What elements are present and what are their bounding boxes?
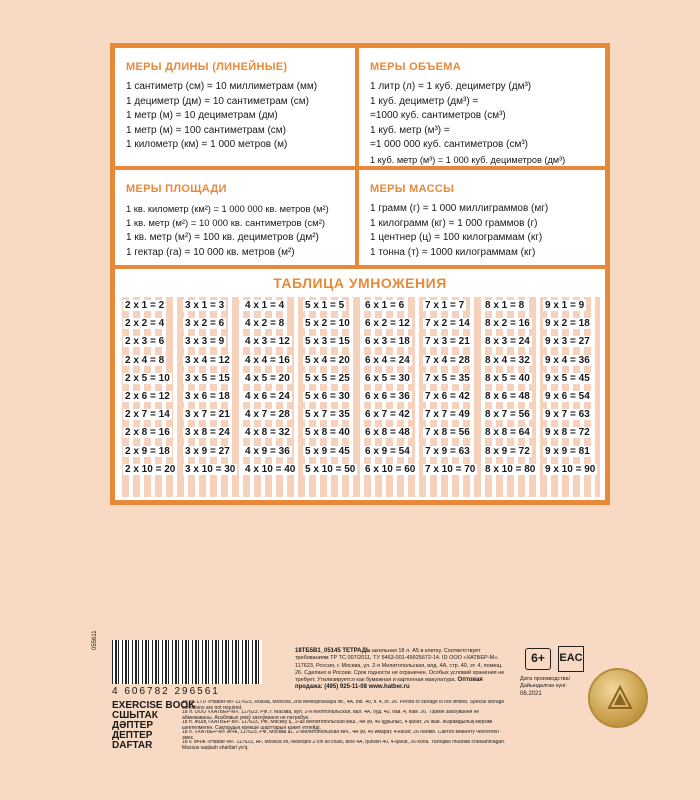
multiplication-cell [540, 461, 600, 479]
language-row [112, 730, 507, 740]
multiplication-cell [120, 424, 180, 442]
multiplication-cell [180, 297, 240, 315]
table-row [120, 315, 600, 333]
multiplication-cell-text: 2 x 10 = 20 [125, 463, 176, 475]
multiplication-cell [420, 388, 480, 406]
multiplication-cell [120, 333, 180, 351]
multiplication-cell [540, 424, 600, 442]
length-line: 1 дециметр (дм) = 10 сантиметрам (см) [126, 95, 309, 107]
table-row [120, 406, 600, 424]
multiplication-cell [240, 406, 300, 424]
multiplication-cell-text: 3 x 1 = 3 [185, 300, 225, 311]
multiplication-cell [480, 443, 540, 461]
multiplication-cell [180, 443, 240, 461]
multiplication-cell [120, 406, 180, 424]
multiplication-cell-text: 6 x 9 = 54 [365, 445, 410, 457]
multiplication-cell-text: 3 x 5 = 15 [185, 372, 230, 384]
multiplication-cell-text: 6 x 6 = 36 [365, 390, 410, 402]
multiplication-cell [300, 388, 360, 406]
multiplication-cell-text: 4 x 7 = 28 [245, 409, 290, 421]
multiplication-cell [300, 315, 360, 333]
multiplication-cell-text: 9 x 2 = 18 [545, 318, 590, 330]
multiplication-cell [480, 315, 540, 333]
multiplication-cell-text: 6 x 4 = 24 [365, 354, 410, 366]
barcode [112, 640, 262, 700]
multiplication-cell [120, 443, 180, 461]
length-line: 1 километр (км) = 1 000 метров (м) [126, 139, 288, 151]
multiplication-cell-text: 3 x 3 = 9 [185, 336, 225, 348]
multiplication-cell [540, 388, 600, 406]
multiplication-cell [540, 297, 600, 315]
multiplication-cell-text: 5 x 9 = 45 [305, 445, 350, 457]
volume-measures-card [359, 48, 605, 166]
multiplication-cell-text: 5 x 5 = 25 [305, 372, 350, 384]
language-row [112, 720, 507, 730]
multiplication-cell-text: 9 x 1 = 9 [545, 300, 585, 311]
multiplication-cell [180, 370, 240, 388]
multiplication-cell-text: 8 x 2 = 16 [485, 318, 530, 330]
product-description: школьная 18 л. А5 в клетку. Соответствует требованиям ТР ТС 007/2011, ТУ 5463-001-49925672-14. ID ООО «ХАТБЕР-М». 117623, Россия, г. Москва, ул. 2-я Мелитопольская, влд. 4А, стр. 40, эт. 4, помещ. 26. Сделано в России. Срок годности не ограничен. Особых условий хранения не требует. Утилизируется как бумажная и картонная макулатура. [295, 648, 505, 684]
multiplication-grid [120, 297, 600, 497]
multiplication-title: ТАБЛИЦА УМНОЖЕНИЯ [273, 275, 447, 291]
table-row [120, 352, 600, 370]
language-row [112, 710, 507, 720]
multiplication-cell [540, 406, 600, 424]
multiplication-cell [180, 333, 240, 351]
production-date-label: Дата производства/ Дайындалған күні: [520, 676, 571, 689]
multiplication-cell [300, 406, 360, 424]
multiplication-cell [120, 461, 180, 479]
multiplication-cell-text: 9 x 4 = 36 [545, 354, 590, 366]
multiplication-cell [240, 388, 300, 406]
multiplication-cell-text: 4 x 8 = 32 [245, 427, 290, 439]
multiplication-cell [540, 315, 600, 333]
reference-panel [110, 43, 610, 505]
multiplication-cell [180, 315, 240, 333]
medal-emblem-icon [606, 684, 634, 712]
area-line: 1 кв. километр (км²) = 1 000 000 кв. метров (м²) [126, 204, 329, 214]
multiplication-cell-text: 8 x 3 = 24 [485, 336, 530, 348]
multiplication-cell [480, 352, 540, 370]
multiplication-cell-text: 2 x 1 = 2 [125, 300, 165, 311]
multiplication-cell [240, 370, 300, 388]
multiplication-cell [420, 461, 480, 479]
side-code: 055611 [92, 630, 98, 650]
barcode-number: 4 606782 296561 [112, 686, 220, 697]
multiplication-cell-text: 9 x 5 = 45 [545, 372, 590, 384]
multiplication-cell-text: 5 x 8 = 40 [305, 427, 350, 439]
multiplication-cell-text: 9 x 8 = 72 [545, 427, 590, 439]
multiplication-cell-text: 8 x 10 = 80 [485, 463, 536, 475]
mass-line: 1 тонна (т) = 1000 килограммам (кг) [370, 246, 536, 258]
multiplication-cell-text: 7 x 8 = 56 [425, 427, 470, 439]
length-line: 1 метр (м) = 100 сантиметрам (см) [126, 124, 287, 136]
multiplication-cell-text: 3 x 9 = 27 [185, 445, 230, 457]
multiplication-cell [540, 333, 600, 351]
multiplication-cell [420, 443, 480, 461]
multiplication-cell-text: 2 x 2 = 4 [125, 318, 165, 330]
multiplication-cell-text: 8 x 1 = 8 [485, 300, 525, 311]
sales-label: Оптовая продажа: [295, 677, 483, 691]
gold-medal-seal [588, 668, 648, 728]
language-row [112, 740, 507, 750]
product-info [295, 648, 505, 692]
multiplication-cell-text: 3 x 10 = 30 [185, 463, 236, 475]
volume-line: 1 литр (л) = 1 куб. дециметру (дм³) [370, 81, 532, 92]
multiplication-cell [540, 443, 600, 461]
multiplication-cell [420, 315, 480, 333]
multiplication-cell-text: 3 x 4 = 12 [185, 354, 230, 366]
language-name: ДӘПТЕР [112, 720, 154, 731]
multiplication-cell-text: 4 x 1 = 4 [245, 300, 285, 311]
multiplication-cell [300, 333, 360, 351]
multiplication-cell [480, 370, 540, 388]
multiplication-cell [180, 388, 240, 406]
language-text: 18 п. ЖШҚ «ХАТБЕР-М». 117623, РФ, Мәскеу қ., 2-ші Мелитопольская көш., 4А үй, 40 құрылыс, 4 қабат, 26 жай. Жарамдылық мерзімі шектелмеген. Сақтаудың ерекше шарттарын қажет етпейді. [182, 720, 493, 731]
multiplication-cell-text: 5 x 1 = 5 [305, 300, 345, 311]
multiplication-cell [300, 424, 360, 442]
multiplication-cell [240, 443, 300, 461]
multiplication-cell-text: 9 x 7 = 63 [545, 409, 590, 421]
multiplication-cell [360, 388, 420, 406]
multiplication-cell [240, 461, 300, 479]
language-name: DAFTAR [112, 740, 153, 751]
multiplication-cell [420, 297, 480, 315]
multiplication-cell [120, 352, 180, 370]
mass-line: 1 килограмм (кг) = 1 000 граммов (г) [370, 217, 538, 229]
multiplication-cell [540, 370, 600, 388]
multiplication-cell-text: 8 x 8 = 64 [485, 427, 530, 439]
multiplication-cell [240, 424, 300, 442]
multiplication-cell-text: 2 x 9 = 18 [125, 445, 170, 457]
multiplication-cell-text: 5 x 4 = 20 [305, 354, 350, 366]
table-row [120, 370, 600, 388]
multiplication-cell-text: 2 x 6 = 12 [125, 390, 170, 402]
multiplication-cell [480, 424, 540, 442]
multiplication-cell-text: 6 x 3 = 18 [365, 336, 410, 348]
length-title: МЕРЫ ДЛИНЫ (ЛИНЕЙНЫЕ) [126, 61, 288, 73]
mass-line: 1 центнер (ц) = 100 килограммам (кг) [370, 232, 543, 244]
language-text: 18 л. ООО «ХАТБЕР-М». 117623, РФ, г. Масква, вул. 2-я Мелітопальская, вал. 4А, буд. 40, пав. 4, пам. 26. Тэрмін захоўвання не абмежаваны. Асаблівых умоў захоўвання не патрабуе. [182, 710, 480, 721]
multiplication-cell-text: 5 x 7 = 35 [305, 409, 350, 421]
length-line: 1 метр (м) = 10 дециметрам (дм) [126, 110, 278, 122]
multiplication-cell-text: 6 x 5 = 30 [365, 372, 410, 384]
multiplication-cell [300, 443, 360, 461]
table-row [120, 424, 600, 442]
multiplication-cell-text: 4 x 10 = 40 [245, 463, 296, 475]
language-block [112, 700, 507, 750]
eac-mark: EAC [558, 646, 584, 672]
language-name: СШЫТАК [112, 710, 158, 721]
multiplication-cell-text: 2 x 7 = 14 [125, 409, 170, 421]
multiplication-cell-text: 7 x 5 = 35 [425, 372, 470, 384]
multiplication-cell [360, 297, 420, 315]
area-line: 1 гектар (га) = 10 000 кв. метров (м²) [126, 246, 295, 258]
multiplication-cell [180, 406, 240, 424]
multiplication-cell-text: 4 x 4 = 16 [245, 354, 290, 366]
multiplication-cell [480, 406, 540, 424]
multiplication-cell-text: 3 x 6 = 18 [185, 390, 230, 402]
multiplication-cell-text: 9 x 9 = 81 [545, 445, 590, 457]
multiplication-cell [360, 424, 420, 442]
multiplication-cell-text: 7 x 3 = 21 [425, 336, 470, 348]
area-measures-card [115, 170, 355, 265]
multiplication-cell [360, 406, 420, 424]
multiplication-cell-text: 7 x 2 = 14 [425, 318, 470, 330]
table-row [120, 297, 600, 315]
multiplication-cell-text: 8 x 4 = 32 [485, 354, 530, 366]
multiplication-cell [300, 297, 360, 315]
barcode-bars [112, 640, 262, 684]
multiplication-cell-text: 9 x 10 = 90 [545, 463, 596, 475]
multiplication-cell-text: 5 x 2 = 10 [305, 318, 350, 330]
volume-line: 1 куб. метр (м³) = 1 000 куб. дециметров (дм³) [370, 154, 566, 165]
volume-line: 1 куб. метр (м³) = [370, 124, 450, 136]
multiplication-table [115, 269, 605, 500]
multiplication-cell-text: 9 x 3 = 27 [545, 336, 590, 348]
multiplication-cell [480, 461, 540, 479]
language-name: ДЕПТЕР [112, 730, 153, 741]
multiplication-cell-text: 6 x 8 = 48 [365, 427, 410, 439]
multiplication-cell [180, 461, 240, 479]
multiplication-cell-text: 7 x 6 = 42 [425, 390, 470, 402]
language-text: 18 sh. LTD «Hatber-M» 117623, Russia, Moscow, 2nd Melitopolskaya str., 4A, bld. 40, fl. 4, of. 26. Period of storage is not limited. Special storage conditions are not required. [182, 700, 505, 711]
multiplication-cell [360, 333, 420, 351]
multiplication-cell [120, 315, 180, 333]
multiplication-cell [240, 352, 300, 370]
multiplication-cell-text: 5 x 10 = 50 [305, 463, 356, 475]
volume-title: МЕРЫ ОБЪЕМА [370, 61, 462, 73]
multiplication-cell [360, 461, 420, 479]
multiplication-cell-text: 6 x 1 = 6 [365, 300, 405, 311]
multiplication-cell-text: 7 x 7 = 49 [425, 409, 470, 421]
area-title: МЕРЫ ПЛОЩАДИ [126, 183, 227, 195]
multiplication-cell [120, 370, 180, 388]
multiplication-cell-text: 4 x 3 = 12 [245, 336, 290, 348]
multiplication-cell [300, 352, 360, 370]
multiplication-cell-text: 7 x 4 = 28 [425, 354, 470, 366]
multiplication-cell [360, 443, 420, 461]
multiplication-cell-text: 3 x 8 = 24 [185, 427, 230, 439]
multiplication-cell-text: 2 x 4 = 8 [125, 354, 165, 366]
multiplication-cell [240, 297, 300, 315]
multiplication-cell-text: 2 x 8 = 16 [125, 427, 170, 439]
multiplication-cell-text: 7 x 1 = 7 [425, 300, 465, 311]
multiplication-cell-text: 4 x 6 = 24 [245, 390, 290, 402]
multiplication-cell [420, 370, 480, 388]
multiplication-cell-text: 9 x 6 = 54 [545, 390, 590, 402]
multiplication-cell-text: 3 x 2 = 6 [185, 318, 225, 330]
length-line: 1 сантиметр (см) = 10 миллиметрам (мм) [126, 81, 318, 92]
multiplication-cell [360, 315, 420, 333]
language-name: EXERCISE BOOK [112, 700, 196, 711]
multiplication-cell-text: 4 x 5 = 20 [245, 372, 290, 384]
multiplication-cell-text: 8 x 6 = 48 [485, 390, 530, 402]
multiplication-cell [360, 370, 420, 388]
multiplication-cell [180, 424, 240, 442]
area-line: 1 кв. метр (м²) = 10 000 кв. сантиметров (см²) [126, 217, 326, 229]
multiplication-cell-text: 7 x 9 = 63 [425, 445, 470, 457]
multiplication-cell [540, 352, 600, 370]
multiplication-cell [120, 297, 180, 315]
mass-title: МЕРЫ МАССЫ [370, 183, 455, 195]
multiplication-cell [480, 388, 540, 406]
production-date-value: 06.2021 [520, 691, 542, 697]
multiplication-cell [480, 333, 540, 351]
multiplication-cell [360, 352, 420, 370]
mass-line: 1 грамм (г) = 1 000 миллиграммов (мг) [370, 203, 549, 214]
table-row [120, 443, 600, 461]
multiplication-cell [420, 333, 480, 351]
volume-line: =1000 куб. сантиметров (см³) [370, 110, 506, 122]
multiplication-cell-text: 6 x 7 = 42 [365, 409, 410, 421]
multiplication-cell-text: 8 x 5 = 40 [485, 372, 530, 384]
multiplication-cell [240, 315, 300, 333]
multiplication-cell [300, 461, 360, 479]
length-measures-card [115, 48, 355, 166]
volume-line: =1 000 000 куб. сантиметров (см³) [370, 139, 529, 151]
multiplication-cell [240, 333, 300, 351]
area-line: 1 кв. метр (м²) = 100 кв. дециметров (дм²) [126, 232, 319, 244]
table-row [120, 461, 600, 479]
mass-measures-card [359, 170, 605, 265]
language-text: 18 v. МЧЖ «Hatber-M». 117623, RF, Moskva sh, Melitopol 2-chi ko'chasi, bino 4A, qurilish 40, 4-qavat, 26-xona. Yaroqlilik muddati cheklanmagan. Maxsus saqlash shartlari yo'q. [182, 740, 506, 751]
multiplication-cell [120, 388, 180, 406]
multiplication-cell-text: 7 x 10 = 70 [425, 463, 476, 475]
multiplication-cell-text: 8 x 9 = 72 [485, 445, 530, 457]
multiplication-cell-text: 3 x 7 = 21 [185, 409, 230, 421]
sales-phone: (495) 925-11-08 www.hatber.ru [324, 684, 410, 691]
multiplication-cell-text: 2 x 5 = 10 [125, 372, 170, 384]
multiplication-cell-text: 6 x 2 = 12 [365, 318, 410, 330]
language-text: 18 б. «ХАТБЕР-М» ЖЧК, 117623, РФ, Москва ш., 2-Мелитопольская көч., 4А үй, 40 имарат, 4-кабат, 26 бөлмө. Сактоо мөөнөтү чектелген эмес. [182, 730, 499, 741]
multiplication-cell-text: 6 x 10 = 60 [365, 463, 416, 475]
multiplication-cell [180, 352, 240, 370]
multiplication-cell-text: 5 x 6 = 30 [305, 390, 350, 402]
multiplication-cell-text: 8 x 7 = 56 [485, 409, 530, 421]
multiplication-cell-text: 5 x 3 = 15 [305, 336, 350, 348]
table-row [120, 388, 600, 406]
multiplication-cell [300, 370, 360, 388]
multiplication-cell [480, 297, 540, 315]
language-row [112, 700, 507, 710]
multiplication-cell-text: 4 x 2 = 8 [245, 318, 285, 330]
age-rating-badge: 6+ [525, 648, 551, 670]
multiplication-cell-text: 4 x 9 = 36 [245, 445, 290, 457]
multiplication-cell [420, 406, 480, 424]
multiplication-cell-text: 2 x 3 = 6 [125, 336, 165, 348]
multiplication-cell [420, 352, 480, 370]
volume-line: 1 куб. дециметр (дм³) = [370, 95, 479, 107]
table-row [120, 333, 600, 351]
product-code: 18ТБ5В1_05145 ТЕТРАДЬ [295, 648, 371, 654]
multiplication-cell [420, 424, 480, 442]
